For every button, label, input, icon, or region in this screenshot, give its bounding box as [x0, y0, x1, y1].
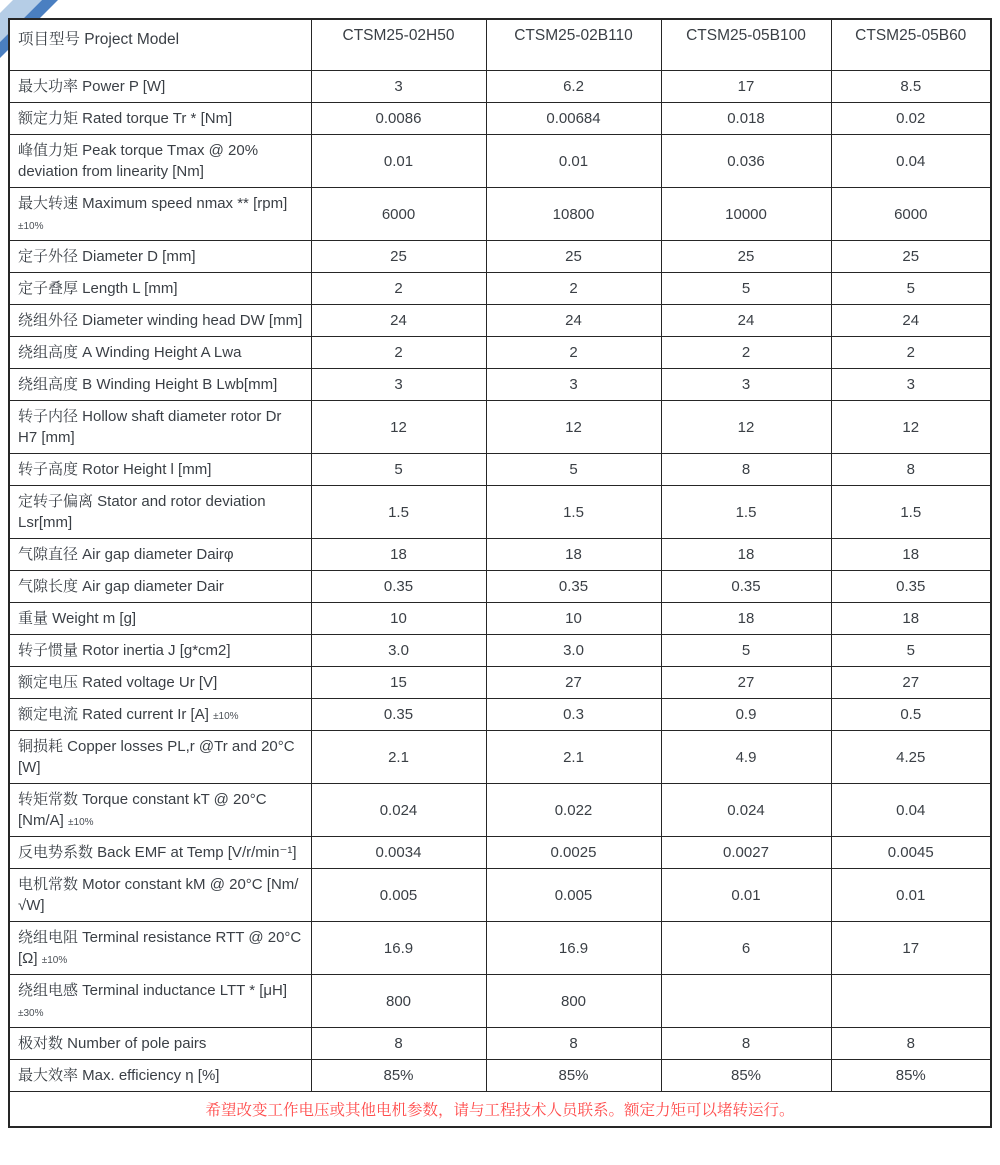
value-cell: 0.0027 — [661, 837, 831, 869]
row-label — [9, 337, 311, 369]
row-label-text: 最大效率 Max. efficiency η [%] — [18, 1067, 220, 1084]
table-row — [9, 369, 991, 401]
table-row — [9, 1060, 991, 1092]
table-row — [9, 401, 991, 454]
value-cell: 0.35 — [311, 699, 486, 731]
value-cell: 0.00684 — [486, 103, 661, 135]
value-cell: 3 — [486, 369, 661, 401]
value-cell: 18 — [311, 539, 486, 571]
value-cell: 24 — [486, 305, 661, 337]
value-cell: 85% — [486, 1060, 661, 1092]
value-cell: 0.01 — [486, 135, 661, 188]
value-cell: 0.005 — [311, 869, 486, 922]
table-row — [9, 103, 991, 135]
value-cell: 3 — [831, 369, 991, 401]
header-model-ctsm25-02h50: CTSM25-02H50 — [311, 19, 486, 71]
value-cell: 0.9 — [661, 699, 831, 731]
value-cell: 24 — [831, 305, 991, 337]
row-label — [9, 837, 311, 869]
value-cell: 8 — [486, 1028, 661, 1060]
row-label-text: 最大功率 Power P [W] — [18, 78, 166, 95]
row-label-text: 最大转速 Maximum speed nmax ** [rpm] — [18, 195, 288, 212]
row-label — [9, 135, 311, 188]
row-label-text: 电机常数 Motor constant kM @ 20°C [Nm/ √W] — [18, 876, 299, 914]
value-cell: 0.35 — [661, 571, 831, 603]
row-label-text: 极对数 Number of pole pairs — [18, 1035, 207, 1052]
value-cell: 800 — [311, 975, 486, 1028]
value-cell: 0.022 — [486, 784, 661, 837]
value-cell: 10800 — [486, 188, 661, 241]
table-row — [9, 603, 991, 635]
value-cell: 6000 — [831, 188, 991, 241]
row-label-text: 转矩常数 Torque constant kT @ 20°C [Nm/A] — [18, 791, 267, 829]
row-label-text: 绕组高度 B Winding Height B Lwb[mm] — [18, 376, 278, 393]
row-label-text: 反电势系数 Back EMF at Temp [V/r/min⁻¹] — [18, 844, 297, 861]
value-cell: 10000 — [661, 188, 831, 241]
motor-spec-table — [8, 18, 992, 1128]
table-footer-row — [9, 1092, 991, 1128]
row-label-text: 气隙直径 Air gap diameter Dairφ — [18, 546, 234, 563]
table-row — [9, 869, 991, 922]
row-label — [9, 539, 311, 571]
table-header-row — [9, 19, 991, 71]
tolerance-note: ±30% — [18, 1008, 44, 1019]
header-model-ctsm25-05b60: CTSM25-05B60 — [831, 19, 991, 71]
value-cell: 25 — [661, 241, 831, 273]
value-cell: 85% — [831, 1060, 991, 1092]
row-label — [9, 603, 311, 635]
row-label — [9, 486, 311, 539]
value-cell: 8.5 — [831, 71, 991, 103]
value-cell: 0.04 — [831, 784, 991, 837]
value-cell: 1.5 — [311, 486, 486, 539]
table-row — [9, 454, 991, 486]
value-cell: 5 — [486, 454, 661, 486]
value-cell: 25 — [486, 241, 661, 273]
row-label — [9, 699, 311, 731]
value-cell: 25 — [311, 241, 486, 273]
value-cell: 800 — [486, 975, 661, 1028]
value-cell: 18 — [661, 539, 831, 571]
row-label — [9, 869, 311, 922]
row-label-text: 绕组高度 A Winding Height A Lwa — [18, 344, 242, 361]
table-row — [9, 273, 991, 305]
value-cell: 25 — [831, 241, 991, 273]
row-label — [9, 571, 311, 603]
row-label — [9, 667, 311, 699]
value-cell: 1.5 — [831, 486, 991, 539]
table-row — [9, 135, 991, 188]
value-cell: 8 — [661, 454, 831, 486]
value-cell: 0.0034 — [311, 837, 486, 869]
value-cell: 10 — [311, 603, 486, 635]
value-cell: 0.024 — [661, 784, 831, 837]
value-cell: 0.005 — [486, 869, 661, 922]
row-label — [9, 188, 311, 241]
row-label — [9, 1028, 311, 1060]
table-row — [9, 241, 991, 273]
tolerance-note: ±10% — [213, 711, 239, 722]
row-label — [9, 369, 311, 401]
row-label — [9, 731, 311, 784]
row-label-text: 气隙长度 Air gap diameter Dair — [18, 578, 224, 595]
row-label — [9, 784, 311, 837]
value-cell: 3 — [311, 369, 486, 401]
spec-table-body — [9, 71, 991, 1092]
row-label — [9, 975, 311, 1028]
value-cell: 8 — [661, 1028, 831, 1060]
value-cell: 8 — [831, 454, 991, 486]
value-cell: 1.5 — [486, 486, 661, 539]
value-cell: 0.024 — [311, 784, 486, 837]
header-project-model: 项目型号 Project Model — [9, 19, 311, 71]
value-cell: 5 — [831, 273, 991, 305]
value-cell: 0.02 — [831, 103, 991, 135]
value-cell — [661, 975, 831, 1028]
row-label-text: 绕组外径 Diameter winding head DW [mm] — [18, 312, 303, 329]
value-cell: 1.5 — [661, 486, 831, 539]
value-cell: 27 — [661, 667, 831, 699]
value-cell: 16.9 — [486, 922, 661, 975]
value-cell: 5 — [661, 635, 831, 667]
row-label — [9, 103, 311, 135]
tolerance-note: ±10% — [41, 955, 68, 966]
value-cell: 24 — [311, 305, 486, 337]
value-cell: 0.04 — [831, 135, 991, 188]
row-label — [9, 273, 311, 305]
row-label — [9, 454, 311, 486]
row-label-text: 定子外径 Diameter D [mm] — [18, 248, 196, 265]
table-row — [9, 784, 991, 837]
value-cell: 10 — [486, 603, 661, 635]
row-label-text: 铜损耗 Copper losses PL,r @Tr and 20°C [W] — [18, 738, 295, 776]
value-cell: 3.0 — [311, 635, 486, 667]
header-model-ctsm25-05b100: CTSM25-05B100 — [661, 19, 831, 71]
value-cell: 2.1 — [486, 731, 661, 784]
value-cell: 8 — [311, 1028, 486, 1060]
row-label-text: 额定力矩 Rated torque Tr * [Nm] — [18, 110, 233, 127]
value-cell: 0.35 — [486, 571, 661, 603]
value-cell: 18 — [486, 539, 661, 571]
tolerance-note: ±10% — [18, 221, 44, 232]
value-cell: 5 — [831, 635, 991, 667]
value-cell: 4.9 — [661, 731, 831, 784]
table-row — [9, 731, 991, 784]
value-cell: 27 — [486, 667, 661, 699]
row-label-text: 峰值力矩 Peak torque Tmax @ 20% deviation from linearity [Nm] — [18, 142, 259, 180]
value-cell: 3 — [311, 71, 486, 103]
value-cell: 0.01 — [661, 869, 831, 922]
value-cell: 24 — [661, 305, 831, 337]
value-cell: 12 — [311, 401, 486, 454]
value-cell: 4.25 — [831, 731, 991, 784]
value-cell: 0.35 — [831, 571, 991, 603]
table-row — [9, 1028, 991, 1060]
value-cell: 0.5 — [831, 699, 991, 731]
value-cell: 2 — [486, 273, 661, 305]
value-cell: 18 — [661, 603, 831, 635]
value-cell: 2 — [311, 273, 486, 305]
value-cell: 16.9 — [311, 922, 486, 975]
row-label-text: 绕组电阻 Terminal resistance RTT @ 20°C [Ω] — [18, 929, 302, 967]
row-label-text: 绕组电感 Terminal inductance LTT * [μH] — [18, 982, 288, 999]
value-cell: 6 — [661, 922, 831, 975]
table-row — [9, 922, 991, 975]
value-cell: 17 — [661, 71, 831, 103]
value-cell: 2 — [486, 337, 661, 369]
value-cell: 0.0045 — [831, 837, 991, 869]
value-cell: 2 — [661, 337, 831, 369]
value-cell: 0.01 — [311, 135, 486, 188]
value-cell: 0.018 — [661, 103, 831, 135]
row-label-text: 转子内径 Hollow shaft diameter rotor Dr H7 [mm] — [18, 408, 282, 446]
row-label-text: 定转子偏离 Stator and rotor deviation Lsr[mm] — [18, 493, 266, 531]
value-cell: 15 — [311, 667, 486, 699]
row-label — [9, 1060, 311, 1092]
table-row — [9, 699, 991, 731]
tolerance-note: ±10% — [68, 817, 94, 828]
value-cell: 27 — [831, 667, 991, 699]
value-cell: 17 — [831, 922, 991, 975]
table-row — [9, 539, 991, 571]
value-cell: 12 — [661, 401, 831, 454]
value-cell: 2.1 — [311, 731, 486, 784]
value-cell: 6000 — [311, 188, 486, 241]
row-label — [9, 922, 311, 975]
value-cell: 0.0025 — [486, 837, 661, 869]
table-row — [9, 337, 991, 369]
value-cell: 0.01 — [831, 869, 991, 922]
row-label — [9, 635, 311, 667]
table-row — [9, 305, 991, 337]
table-row — [9, 486, 991, 539]
table-row — [9, 71, 991, 103]
value-cell: 85% — [661, 1060, 831, 1092]
row-label — [9, 241, 311, 273]
value-cell: 12 — [486, 401, 661, 454]
footer-note: 希望改变工作电压或其他电机参数，请与工程技术人员联系。额定力矩可以堵转运行。 — [9, 1092, 991, 1128]
table-row — [9, 667, 991, 699]
value-cell: 0.3 — [486, 699, 661, 731]
row-label-text: 转子惯量 Rotor inertia J [g*cm2] — [18, 642, 231, 659]
value-cell: 2 — [831, 337, 991, 369]
table-row — [9, 635, 991, 667]
header-model-ctsm25-02b110: CTSM25-02B110 — [486, 19, 661, 71]
value-cell: 85% — [311, 1060, 486, 1092]
table-row — [9, 837, 991, 869]
value-cell: 0.0086 — [311, 103, 486, 135]
value-cell: 3 — [661, 369, 831, 401]
value-cell: 0.036 — [661, 135, 831, 188]
table-row — [9, 571, 991, 603]
row-label-text: 额定电压 Rated voltage Ur [V] — [18, 674, 218, 691]
value-cell: 18 — [831, 603, 991, 635]
value-cell: 6.2 — [486, 71, 661, 103]
row-label-text: 重量 Weight m [g] — [18, 610, 137, 627]
value-cell: 0.35 — [311, 571, 486, 603]
row-label-text: 额定电流 Rated current Ir [A] — [18, 706, 209, 723]
value-cell — [831, 975, 991, 1028]
row-label — [9, 401, 311, 454]
value-cell: 12 — [831, 401, 991, 454]
table-row — [9, 975, 991, 1028]
value-cell: 3.0 — [486, 635, 661, 667]
table-row — [9, 188, 991, 241]
value-cell: 18 — [831, 539, 991, 571]
value-cell: 5 — [311, 454, 486, 486]
row-label-text: 转子高度 Rotor Height l [mm] — [18, 461, 212, 478]
row-label — [9, 305, 311, 337]
row-label-text: 定子叠厚 Length L [mm] — [18, 280, 178, 297]
row-label — [9, 71, 311, 103]
value-cell: 8 — [831, 1028, 991, 1060]
value-cell: 5 — [661, 273, 831, 305]
value-cell: 2 — [311, 337, 486, 369]
